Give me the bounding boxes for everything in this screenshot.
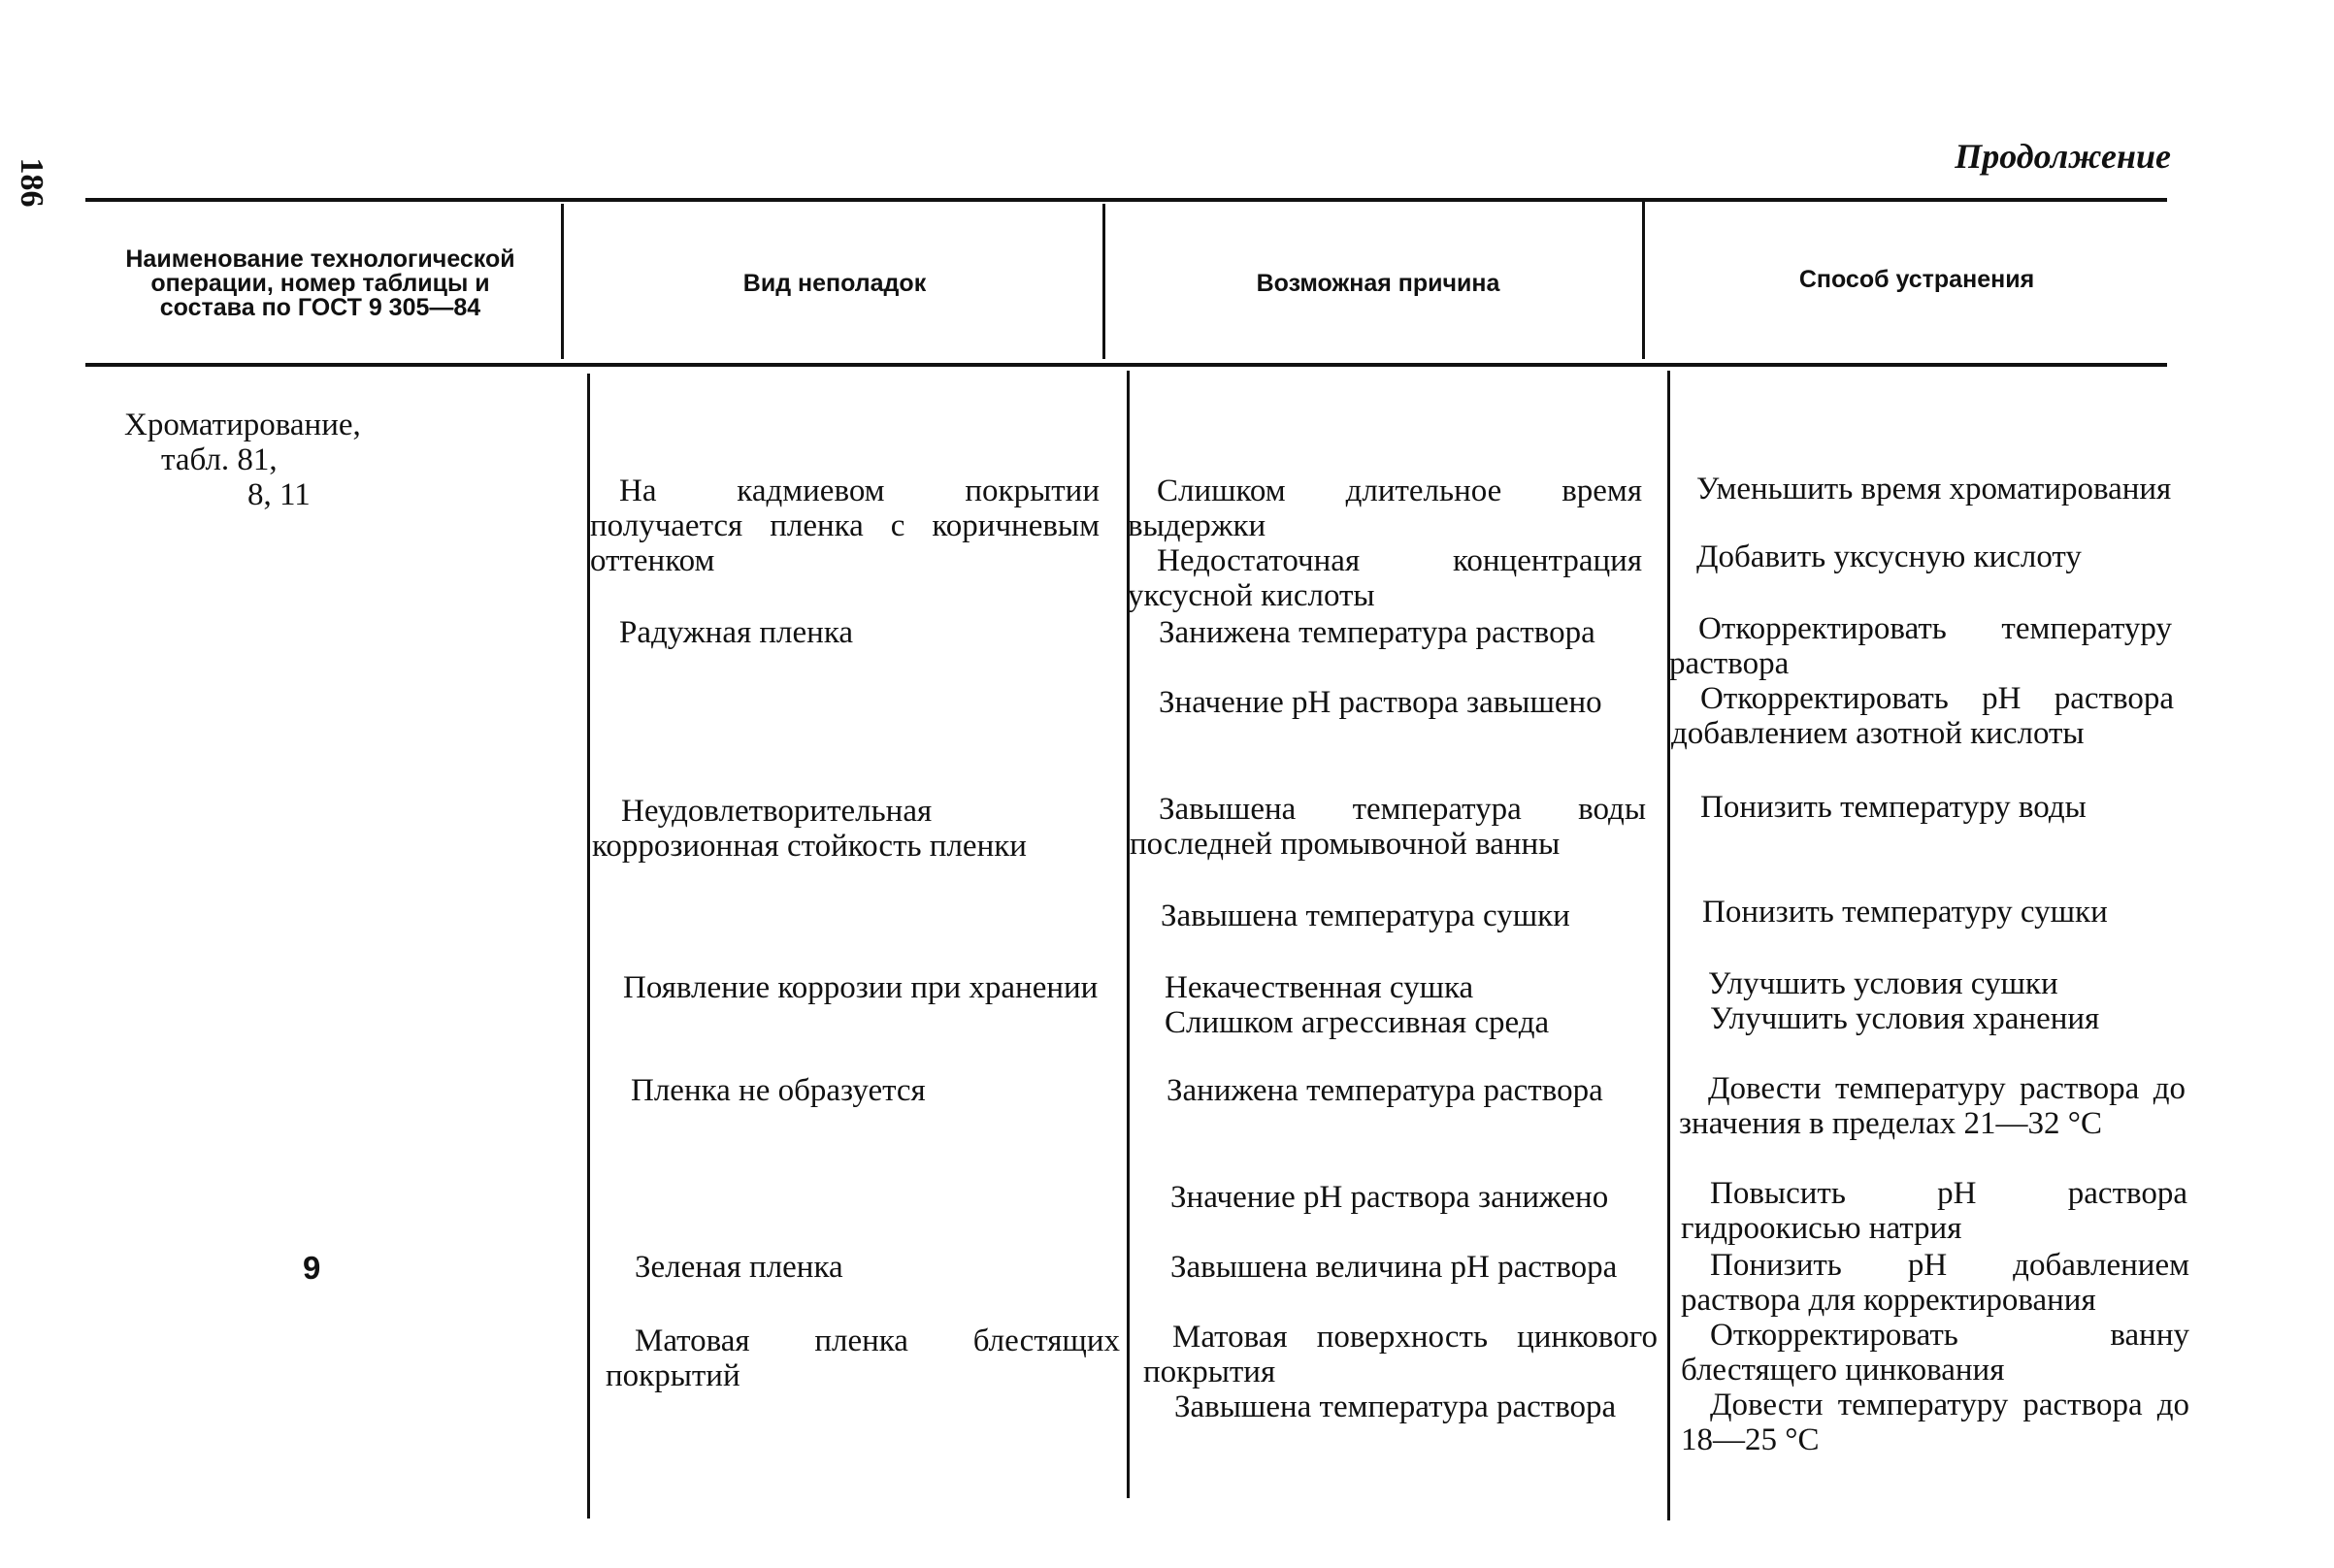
header-cause: Возможная причина: [1256, 269, 1500, 297]
remedy-item: Повысить pH раствора гидроокисью натрия: [1681, 1176, 2187, 1246]
defect-item: Появление коррозии при хранении: [623, 970, 1099, 1005]
continued-label: Продолжение: [1955, 137, 2171, 176]
header-divider-1: [561, 204, 564, 359]
cause-item: Значение pH раствора завышено: [1159, 685, 1602, 720]
operation-chromating-numbers: 8, 11: [247, 477, 311, 512]
remedy-item: Понизить температуру сушки: [1702, 895, 2108, 930]
defect-item: Матовая пленка блестящих покрытий: [606, 1323, 1120, 1393]
remedy-item: Довести температуру раствора до 18—25 °C: [1681, 1388, 2189, 1457]
remedy-item: Откорректировать pH раствора добавлением азотной кислоты: [1671, 681, 2174, 751]
defect-item: Зеленая пленка: [635, 1250, 843, 1285]
remedy-item: Откорректировать температуру раствора: [1669, 611, 2172, 681]
cause-item: Завышена температура сушки: [1161, 898, 1570, 933]
remedy-item: Откорректировать ванну блестящего цинкования: [1681, 1318, 2189, 1388]
remedy-item: Понизить температуру воды: [1700, 790, 2087, 825]
header-divider-3: [1642, 200, 1645, 359]
remedy-item: Улучшить условия хранения: [1710, 1001, 2100, 1036]
cause-item: Завышена температура раствора: [1174, 1389, 1617, 1424]
operation-chromating-name: Хроматирование,: [124, 408, 361, 442]
defect-item: Радужная пленка: [619, 615, 854, 650]
cause-item: Слишком длительное время выдержки: [1128, 474, 1642, 543]
header-operation: Наименование технологической операции, номер таблицы и состава по ГОСТ 9 305—84: [125, 245, 515, 321]
defect-item: На кадмиевом покрытии получается пленка с коричневым оттенком: [590, 474, 1100, 578]
remedy-item: Добавить уксусную кислоту: [1696, 539, 2082, 574]
operation-chromating-table: табл. 81,: [161, 442, 278, 477]
cause-item: Недостаточная концентрация уксусной кислоты: [1128, 543, 1642, 613]
header-defect: Вид неполадок: [742, 269, 927, 297]
cause-item: Занижена температура раствора: [1159, 615, 1595, 650]
cause-item: Занижена температура раствора: [1167, 1073, 1603, 1108]
cause-item: Матовая поверхность цинкового покрытия: [1143, 1320, 1658, 1389]
cause-item: Некачественная сушка: [1165, 970, 1474, 1005]
defect-item: Пленка не образуется: [631, 1073, 926, 1108]
header-divider-2: [1102, 204, 1105, 359]
cause-item: Слишком агрессивная среда: [1165, 1005, 1550, 1040]
cause-item: Завышена температура воды последней промывочной ванны: [1130, 792, 1646, 862]
operation-group-9: 9: [303, 1250, 321, 1286]
defect-item: Неудовлетворительная коррозионная стойкость пленки: [592, 794, 1027, 864]
cause-item: Значение pH раствора занижено: [1170, 1180, 1609, 1215]
cause-item: Завышена величина pH раствора: [1170, 1250, 1618, 1285]
header-bottom-rule: [85, 363, 2167, 367]
page-number: 186: [14, 157, 49, 208]
remedy-item: Уменьшить время хроматирования: [1696, 472, 2172, 506]
remedy-item: Улучшить условия сушки: [1708, 966, 2058, 1001]
header-remedy: Способ устранения: [1798, 265, 2035, 293]
remedy-item: Довести температуру раствора до значения в пределах 21—32 °C: [1679, 1071, 2186, 1141]
remedy-item: Понизить pH добавлением раствора для корректирования: [1681, 1248, 2189, 1318]
table-top-rule: [85, 198, 2167, 202]
